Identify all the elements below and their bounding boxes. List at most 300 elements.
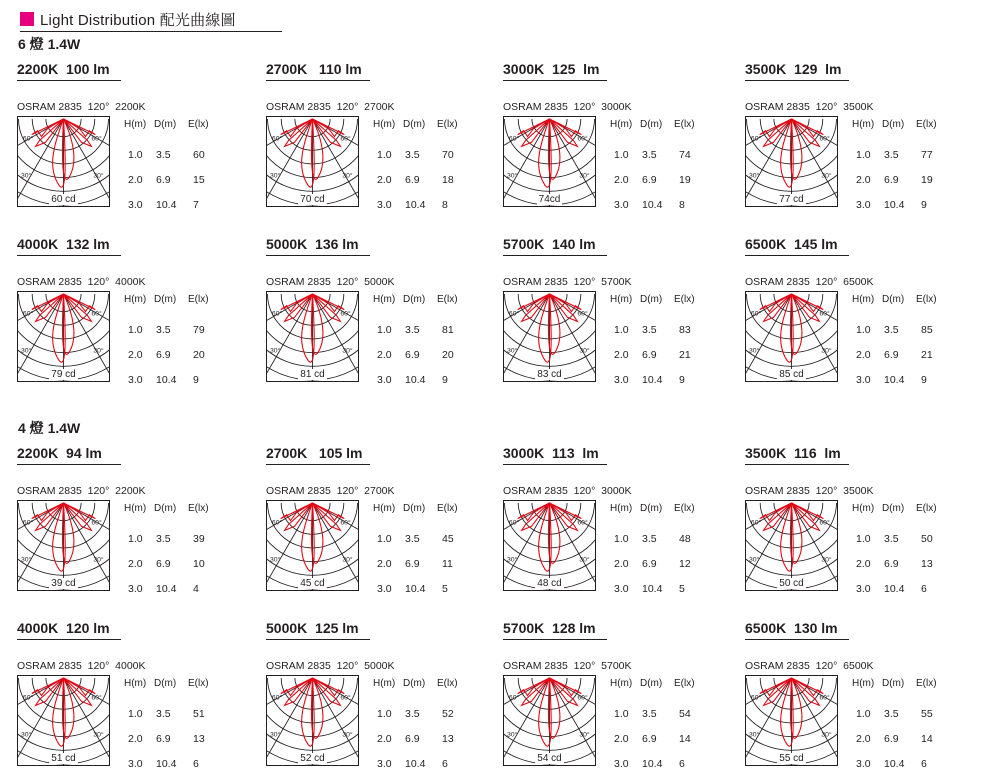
angle-label-60-right: 60°	[819, 135, 830, 143]
illuminance-value: 74	[679, 149, 691, 161]
diameter-value: 3.5	[884, 708, 899, 720]
polar-grid-radial	[64, 119, 110, 168]
polar-diagram	[266, 500, 359, 591]
diameter-value: 10.4	[156, 199, 177, 211]
diameter-value: 10.4	[884, 583, 905, 595]
led-model-label: OSRAM 2835 120° 2700K	[266, 485, 395, 497]
led-model-label: OSRAM 2835 120° 6500K	[745, 660, 874, 672]
illuminance-value: 45	[442, 533, 454, 545]
illuminance-value: 7	[193, 199, 199, 211]
candela-label-wrap	[504, 369, 595, 380]
light-distribution-card	[503, 620, 738, 780]
card-heading: 3500K 129 lm	[745, 61, 842, 77]
card-heading: 2200K 94 lm	[17, 445, 102, 461]
illuminance-value: 9	[193, 374, 199, 386]
angle-label-30-left: 30°	[506, 731, 518, 739]
angle-label-30-right: 30°	[579, 347, 590, 355]
polar-grid-radial	[64, 503, 110, 552]
angle-label-60-right: 60°	[577, 135, 588, 143]
angle-label-30-left: 30°	[506, 172, 518, 180]
light-distribution-card	[266, 620, 501, 780]
polar-grid-radial	[267, 119, 313, 168]
height-value: 2.0	[128, 174, 143, 186]
polar-curve-svg	[267, 501, 358, 590]
led-model-label: OSRAM 2835 120° 5700K	[503, 660, 632, 672]
light-distribution-card	[745, 236, 980, 396]
polar-grid-radial	[550, 678, 596, 727]
illuminance-value: 48	[679, 533, 691, 545]
angle-label-60-right: 60°	[340, 694, 351, 702]
column-header-e: E(lx)	[188, 294, 209, 305]
candela-value: 85 cd	[779, 369, 804, 380]
polar-grid-radial	[792, 294, 838, 343]
illuminance-value: 9	[921, 374, 927, 386]
height-value: 3.0	[128, 374, 143, 386]
height-value: 2.0	[377, 349, 392, 361]
height-value: 3.0	[614, 374, 629, 386]
led-model-label: OSRAM 2835 120° 3000K	[503, 101, 632, 113]
column-header-e: E(lx)	[188, 503, 209, 514]
polar-grid-radial	[18, 294, 64, 343]
column-header-e: E(lx)	[916, 119, 937, 130]
illuminance-value: 21	[921, 349, 933, 361]
illuminance-value: 6	[193, 758, 199, 770]
polar-grid-radial	[550, 294, 596, 343]
diameter-value: 10.4	[884, 374, 905, 386]
angle-label-30-right: 30°	[821, 556, 832, 564]
diameter-value: 3.5	[642, 708, 657, 720]
diameter-value: 6.9	[156, 558, 171, 570]
angle-label-30-left: 30°	[269, 731, 281, 739]
angle-label-30-left: 30°	[20, 347, 32, 355]
diameter-value: 6.9	[642, 558, 657, 570]
illuminance-value: 10	[193, 558, 205, 570]
card-heading-underline	[266, 464, 370, 465]
led-model-label: OSRAM 2835 120° 2700K	[266, 101, 395, 113]
height-value: 3.0	[856, 199, 871, 211]
angle-label-30-right: 30°	[93, 731, 104, 739]
illuminance-value: 77	[921, 149, 933, 161]
candela-label-wrap	[504, 578, 595, 589]
illuminance-value: 20	[193, 349, 205, 361]
column-header-d: D(m)	[403, 678, 426, 689]
height-value: 2.0	[128, 558, 143, 570]
diameter-value: 3.5	[884, 533, 899, 545]
height-value: 1.0	[128, 708, 143, 720]
diameter-value: 10.4	[156, 758, 177, 770]
card-heading-underline	[266, 255, 370, 256]
height-value: 1.0	[377, 324, 392, 336]
height-value: 3.0	[377, 199, 392, 211]
polar-diagram	[266, 675, 359, 766]
angle-label-30-right: 30°	[93, 172, 104, 180]
angle-label-60-right: 60°	[91, 135, 102, 143]
diameter-value: 10.4	[642, 374, 663, 386]
polar-grid-radial	[746, 119, 792, 168]
card-heading: 5000K 136 lm	[266, 236, 359, 252]
candela-value: 74cd	[538, 194, 561, 205]
light-distribution-card	[503, 445, 738, 605]
illuminance-value: 14	[679, 733, 691, 745]
header-underline	[20, 31, 282, 32]
angle-label-30-right: 30°	[821, 347, 832, 355]
polar-diagram	[266, 116, 359, 207]
angle-label-30-right: 30°	[93, 347, 104, 355]
polar-grid-radial	[18, 119, 64, 168]
illuminance-value: 6	[442, 758, 448, 770]
card-heading: 4000K 120 lm	[17, 620, 110, 636]
illuminance-value: 9	[442, 374, 448, 386]
height-value: 2.0	[377, 558, 392, 570]
polar-curve-svg	[746, 117, 837, 206]
diameter-value: 3.5	[405, 324, 420, 336]
led-model-label: OSRAM 2835 120° 6500K	[745, 276, 874, 288]
polar-grid-radial	[550, 119, 596, 168]
angle-label-30-left: 30°	[20, 556, 32, 564]
illuminance-value: 20	[442, 349, 454, 361]
angle-label-30-right: 30°	[93, 556, 104, 564]
angle-label-60-right: 60°	[340, 519, 351, 527]
column-header-h: H(m)	[373, 503, 396, 514]
column-header-h: H(m)	[373, 678, 396, 689]
light-distribution-card	[17, 620, 252, 780]
polar-diagram	[745, 291, 838, 382]
polar-grid-radial	[18, 678, 64, 727]
illuminance-value: 83	[679, 324, 691, 336]
polar-grid-radial	[18, 503, 64, 552]
polar-diagram	[266, 291, 359, 382]
candela-value: 81 cd	[300, 369, 325, 380]
light-distribution-card	[266, 61, 501, 221]
candela-label-wrap	[18, 369, 109, 380]
light-distribution-card	[745, 61, 980, 221]
diameter-value: 6.9	[884, 174, 899, 186]
column-header-h: H(m)	[610, 503, 633, 514]
polar-grid-radial	[792, 678, 838, 727]
column-header-h: H(m)	[852, 294, 875, 305]
angle-label-60-left: 60°	[508, 519, 520, 527]
diameter-value: 10.4	[405, 583, 426, 595]
polar-grid-radial	[313, 678, 359, 727]
illuminance-value: 13	[193, 733, 205, 745]
height-value: 2.0	[614, 174, 629, 186]
illuminance-value: 15	[193, 174, 205, 186]
led-model-label: OSRAM 2835 120° 3500K	[745, 485, 874, 497]
diameter-value: 6.9	[884, 733, 899, 745]
card-heading-underline	[503, 255, 607, 256]
card-heading: 4000K 132 lm	[17, 236, 110, 252]
polar-curve-svg	[18, 292, 109, 381]
diameter-value: 6.9	[642, 174, 657, 186]
card-heading-underline	[17, 255, 121, 256]
angle-label-60-left: 60°	[271, 135, 283, 143]
illuminance-value: 19	[921, 174, 933, 186]
column-header-h: H(m)	[373, 119, 396, 130]
polar-grid-radial	[267, 503, 313, 552]
polar-grid-radial	[746, 503, 792, 552]
column-header-d: D(m)	[154, 294, 177, 305]
height-value: 1.0	[614, 708, 629, 720]
polar-curve-svg	[746, 501, 837, 590]
candela-value: 52 cd	[300, 753, 325, 764]
angle-label-60-left: 60°	[750, 135, 762, 143]
card-heading: 3000K 113 lm	[503, 445, 599, 461]
polar-diagram	[745, 500, 838, 591]
illuminance-value: 9	[679, 374, 685, 386]
light-distribution-card	[503, 61, 738, 221]
card-heading-underline	[503, 639, 607, 640]
illuminance-value: 5	[442, 583, 448, 595]
height-value: 1.0	[614, 149, 629, 161]
height-value: 3.0	[377, 374, 392, 386]
column-header-e: E(lx)	[437, 678, 458, 689]
column-header-e: E(lx)	[674, 503, 695, 514]
card-heading-underline	[266, 80, 370, 81]
height-value: 3.0	[856, 758, 871, 770]
candela-value: 83 cd	[537, 369, 562, 380]
candela-value: 55 cd	[779, 753, 804, 764]
angle-label-60-right: 60°	[577, 694, 588, 702]
angle-label-30-left: 30°	[748, 556, 760, 564]
candela-label-wrap	[267, 578, 358, 589]
diameter-value: 3.5	[642, 149, 657, 161]
candela-value: 50 cd	[779, 578, 804, 589]
column-header-d: D(m)	[882, 294, 905, 305]
column-header-d: D(m)	[154, 678, 177, 689]
card-heading-underline	[745, 255, 849, 256]
column-header-e: E(lx)	[674, 678, 695, 689]
height-value: 1.0	[856, 708, 871, 720]
diameter-value: 6.9	[156, 174, 171, 186]
angle-label-30-right: 30°	[342, 347, 353, 355]
diameter-value: 3.5	[405, 533, 420, 545]
polar-grid-radial	[504, 678, 550, 727]
diameter-value: 6.9	[642, 349, 657, 361]
diameter-value: 6.9	[405, 733, 420, 745]
card-heading-underline	[745, 80, 849, 81]
polar-grid-radial	[64, 678, 110, 727]
candela-label-wrap	[746, 578, 837, 589]
diameter-value: 3.5	[405, 149, 420, 161]
candela-value: 70 cd	[300, 194, 325, 205]
column-header-h: H(m)	[610, 678, 633, 689]
height-value: 1.0	[128, 149, 143, 161]
illuminance-value: 51	[193, 708, 205, 720]
angle-label-60-left: 60°	[22, 310, 34, 318]
section-title: 4 燈 1.4W	[18, 420, 81, 436]
angle-label-30-left: 30°	[20, 731, 32, 739]
polar-grid-radial	[504, 294, 550, 343]
candela-label-wrap	[746, 753, 837, 764]
polar-curve-svg	[746, 292, 837, 381]
height-value: 2.0	[614, 733, 629, 745]
page-header	[20, 8, 236, 30]
column-header-d: D(m)	[640, 678, 663, 689]
polar-diagram	[745, 116, 838, 207]
angle-label-60-left: 60°	[22, 694, 34, 702]
illuminance-value: 4	[193, 583, 199, 595]
polar-diagram	[17, 500, 110, 591]
height-value: 1.0	[128, 533, 143, 545]
height-value: 1.0	[614, 533, 629, 545]
height-value: 1.0	[614, 324, 629, 336]
polar-grid-radial	[792, 503, 838, 552]
polar-diagram	[503, 500, 596, 591]
angle-label-30-right: 30°	[579, 731, 590, 739]
column-header-e: E(lx)	[437, 503, 458, 514]
column-header-d: D(m)	[403, 119, 426, 130]
polar-curve-svg	[504, 117, 595, 206]
angle-label-30-left: 30°	[269, 347, 281, 355]
card-heading-underline	[17, 80, 121, 81]
column-header-h: H(m)	[124, 119, 147, 130]
angle-label-60-right: 60°	[91, 519, 102, 527]
illuminance-value: 70	[442, 149, 454, 161]
polar-grid-radial	[267, 294, 313, 343]
polar-curve-svg	[504, 676, 595, 765]
height-value: 2.0	[377, 733, 392, 745]
polar-grid-radial	[313, 119, 359, 168]
candela-value: 77 cd	[779, 194, 804, 205]
diameter-value: 6.9	[405, 558, 420, 570]
candela-label-wrap	[504, 753, 595, 764]
angle-label-60-left: 60°	[750, 310, 762, 318]
diameter-value: 3.5	[642, 324, 657, 336]
polar-curve-svg	[267, 676, 358, 765]
diameter-value: 10.4	[156, 583, 177, 595]
polar-grid-radial	[746, 294, 792, 343]
header-accent-square	[20, 12, 34, 26]
polar-curve-svg	[18, 117, 109, 206]
angle-label-30-right: 30°	[821, 172, 832, 180]
polar-curve-svg	[504, 501, 595, 590]
height-value: 1.0	[377, 708, 392, 720]
column-header-d: D(m)	[154, 119, 177, 130]
column-header-e: E(lx)	[437, 294, 458, 305]
diameter-value: 3.5	[156, 708, 171, 720]
diameter-value: 6.9	[884, 558, 899, 570]
card-heading: 2200K 100 lm	[17, 61, 110, 77]
column-header-e: E(lx)	[188, 678, 209, 689]
card-heading: 3000K 125 lm	[503, 61, 600, 77]
height-value: 1.0	[856, 324, 871, 336]
height-value: 3.0	[614, 583, 629, 595]
diameter-value: 10.4	[405, 374, 426, 386]
card-heading-underline	[745, 639, 849, 640]
card-heading: 2700K 105 lm	[266, 445, 363, 461]
column-header-e: E(lx)	[916, 503, 937, 514]
illuminance-value: 39	[193, 533, 205, 545]
polar-diagram	[745, 675, 838, 766]
illuminance-value: 19	[679, 174, 691, 186]
illuminance-value: 18	[442, 174, 454, 186]
polar-grid-radial	[313, 503, 359, 552]
column-header-d: D(m)	[882, 119, 905, 130]
height-value: 2.0	[856, 558, 871, 570]
candela-value: 54 cd	[537, 753, 562, 764]
polar-curve-svg	[267, 117, 358, 206]
card-heading: 6500K 145 lm	[745, 236, 838, 252]
candela-value: 45 cd	[300, 578, 325, 589]
diameter-value: 6.9	[405, 349, 420, 361]
height-value: 2.0	[856, 174, 871, 186]
illuminance-value: 12	[679, 558, 691, 570]
card-heading: 6500K 130 lm	[745, 620, 838, 636]
angle-label-60-right: 60°	[340, 310, 351, 318]
illuminance-value: 14	[921, 733, 933, 745]
candela-label-wrap	[746, 194, 837, 205]
card-heading-underline	[745, 464, 849, 465]
section-title: 6 燈 1.4W	[18, 36, 81, 52]
illuminance-value: 52	[442, 708, 454, 720]
height-value: 2.0	[614, 349, 629, 361]
illuminance-value: 6	[679, 758, 685, 770]
column-header-e: E(lx)	[437, 119, 458, 130]
diameter-value: 3.5	[405, 708, 420, 720]
height-value: 1.0	[128, 324, 143, 336]
angle-label-30-left: 30°	[748, 347, 760, 355]
diameter-value: 6.9	[156, 349, 171, 361]
height-value: 3.0	[377, 758, 392, 770]
candela-label-wrap	[746, 369, 837, 380]
column-header-d: D(m)	[640, 503, 663, 514]
angle-label-60-left: 60°	[508, 135, 520, 143]
polar-curve-svg	[504, 292, 595, 381]
column-header-h: H(m)	[852, 119, 875, 130]
angle-label-30-left: 30°	[20, 172, 32, 180]
polar-grid-radial	[550, 503, 596, 552]
angle-label-60-right: 60°	[819, 519, 830, 527]
led-model-label: OSRAM 2835 120° 2200K	[17, 101, 146, 113]
height-value: 1.0	[856, 533, 871, 545]
angle-label-30-right: 30°	[821, 731, 832, 739]
polar-curve-svg	[746, 676, 837, 765]
diameter-value: 3.5	[156, 149, 171, 161]
angle-label-60-left: 60°	[508, 310, 520, 318]
height-value: 3.0	[128, 199, 143, 211]
illuminance-value: 6	[921, 758, 927, 770]
polar-diagram	[503, 291, 596, 382]
polar-grid-radial	[746, 678, 792, 727]
column-header-h: H(m)	[124, 678, 147, 689]
angle-label-60-right: 60°	[340, 135, 351, 143]
illuminance-value: 85	[921, 324, 933, 336]
light-distribution-card	[745, 620, 980, 780]
angle-label-30-left: 30°	[506, 347, 518, 355]
light-distribution-card	[503, 236, 738, 396]
candela-value: 39 cd	[51, 578, 76, 589]
column-header-h: H(m)	[373, 294, 396, 305]
column-header-e: E(lx)	[916, 678, 937, 689]
polar-curve-svg	[267, 292, 358, 381]
angle-label-60-right: 60°	[819, 694, 830, 702]
candela-value: 79 cd	[51, 369, 76, 380]
polar-curve-svg	[18, 676, 109, 765]
diameter-value: 3.5	[884, 149, 899, 161]
card-heading-underline	[503, 80, 607, 81]
candela-label-wrap	[504, 194, 595, 205]
height-value: 3.0	[614, 199, 629, 211]
led-model-label: OSRAM 2835 120° 5000K	[266, 660, 395, 672]
column-header-d: D(m)	[403, 294, 426, 305]
height-value: 2.0	[856, 733, 871, 745]
column-header-d: D(m)	[882, 678, 905, 689]
candela-label-wrap	[18, 753, 109, 764]
candela-label-wrap	[267, 369, 358, 380]
height-value: 1.0	[856, 149, 871, 161]
diameter-value: 6.9	[156, 733, 171, 745]
column-header-e: E(lx)	[674, 294, 695, 305]
